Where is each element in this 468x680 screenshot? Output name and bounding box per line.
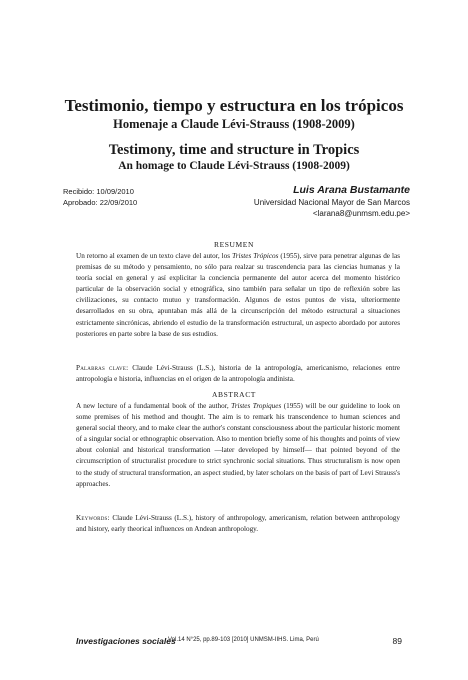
abstract-text xyxy=(76,401,400,490)
article-title-en: Testimony, time and structure in Tropics xyxy=(108,142,360,158)
abstract-keywords-text: Claude Lévi-Strauss (L.S.), history of anthropology, americanism, relation between anthropology and history, early theorical influences on Andean anthropology. xyxy=(76,514,400,534)
author-institution: Universidad Nacional Mayor de San Marcos xyxy=(253,198,410,207)
author-name: Luis Arana Bustamante xyxy=(293,184,410,196)
author-block xyxy=(254,184,410,219)
journal-name: Investigaciones sociales xyxy=(76,636,176,646)
resumen-keywords xyxy=(76,363,400,385)
resumen-text-before: Un retorno al examen de un texto clave del autor, los xyxy=(76,252,233,260)
title-block xyxy=(0,96,468,173)
received-date: Recibido: 10/09/2010 xyxy=(63,187,134,196)
journal-issue: Vol.14 N°25, pp.89-103 [2010] UNMSM-IIHS. Lima, Perú xyxy=(168,637,319,643)
abstract-text-after: (1955) will be our guideline to look on some premises of his method and thought. The aim is to remark his transcendence to human sciences and general social theory, and to make clear the author's constant consciousness about the particular historic moment of a singular social or ethnographic observation. Also to mention briefly some of his thoughts and points of view about colonial and historical transformation —later developed by himself— that pointed beyond of the circumscription of structuralist procedure to strict synchronic social situations. Thus structuralism is now open to the study of structural transformation, an aspect studied, by later scholars on the basis of part of Levi Strauss's approaches. xyxy=(76,402,400,488)
abstract-heading: ABSTRACT xyxy=(212,390,256,399)
abstract-book-title: Tristes Tropiques xyxy=(231,402,282,410)
article-subtitle-es: Homenaje a Claude Lévi-Strauss (1908-2009) xyxy=(113,117,355,131)
submission-dates xyxy=(63,186,137,208)
abstract-keywords-label: Keywords: xyxy=(76,514,110,522)
article-title-es: Testimonio, tiempo y estructura en los trópicos xyxy=(64,96,404,115)
resumen-heading: RESUMEN xyxy=(213,240,255,249)
page-number: 89 xyxy=(392,636,402,646)
page-footer xyxy=(76,636,402,650)
resumen-text xyxy=(76,251,400,340)
approved-date: Aprobado: 22/09/2010 xyxy=(63,198,138,207)
article-subtitle-en: An homage to Claude Lévi-Strauss (1908-2009) xyxy=(118,160,350,172)
abstract-text-before: A new lecture of a fundamental book of the author, xyxy=(76,402,232,410)
author-email: <larana8@unmsm.edu.pe> xyxy=(312,209,410,218)
abstract-keywords xyxy=(76,513,400,535)
resumen-text-after: (1955), sirve para penetrar algunas de las premisas de su método y pensamiento, no sólo para realzar su trascendencia para las ciencias humanas y la teoría social en general y así explicitar la conciencia permanente del autor acerca del momento histórico particular de la observación social y etnográfica, sino también para señalar un tipo de reflexión sobre las civilizaciones, su contacto mutuo y transformación. Algunos de estos puntos de vista, ulteriormente desarrollados en su obra, apuntaban más allá de la circunscripción del método estructural a situaciones estrictamente sincrónicas, abriendo el estudio de la transformación estructural, un aspecto abordado por autores posteriores en parte sobre la base de sus estudios. xyxy=(76,252,400,338)
resumen-keywords-label: Palabras clave: xyxy=(76,364,129,372)
resumen-book-title: Tristes Trópicos xyxy=(232,252,279,260)
resumen-keywords-text: Claude Lévi-Strauss (L.S.), historia de la antropología, americanismo, relaciones entre antropología e historia, influencias en el origen de la antropología andinista. xyxy=(76,364,400,384)
